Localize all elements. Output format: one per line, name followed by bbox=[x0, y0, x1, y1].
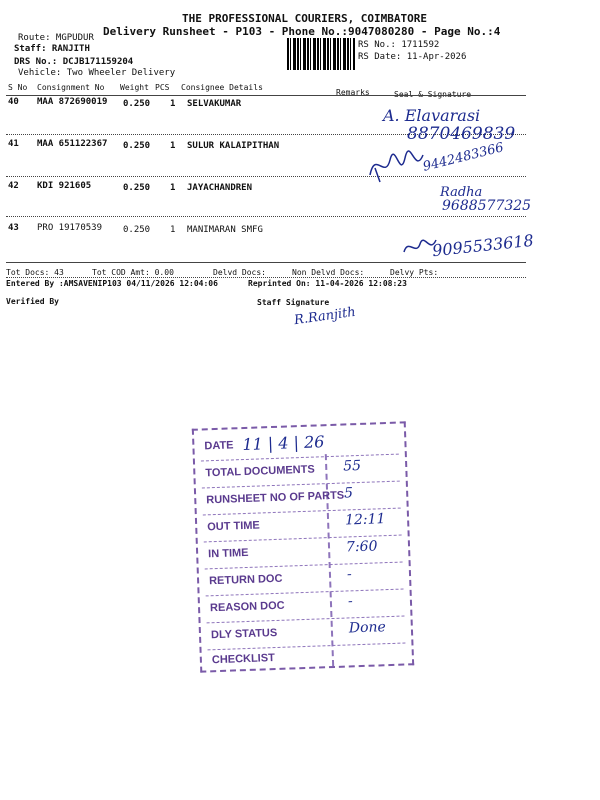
row-sno: 40 bbox=[8, 97, 19, 107]
stamp-row-value: 12:11 bbox=[344, 511, 386, 529]
row-consignee: JAYACHANDREN bbox=[187, 183, 253, 193]
handwritten-phone: 9688577325 bbox=[442, 198, 532, 214]
stamp-row-label: CHECKLIST bbox=[211, 652, 276, 667]
stamp-row-label: TOTAL DOCUMENTS bbox=[205, 463, 315, 480]
col-signature: Seal & Signature bbox=[394, 90, 472, 99]
rs-date: RS Date: 11-Apr-2026 bbox=[358, 52, 467, 62]
header-rule bbox=[6, 95, 526, 96]
row-weight: 0.250 bbox=[123, 225, 151, 235]
stamp-row-label: IN TIME bbox=[207, 546, 249, 561]
totals-rule bbox=[6, 277, 526, 278]
total-cod: Tot COD Amt: 0.00 bbox=[92, 268, 174, 277]
row-divider bbox=[6, 216, 526, 217]
route: Route: MGPUDUR bbox=[18, 33, 94, 43]
drs-number: DRS No.: DCJB171159204 bbox=[14, 57, 134, 67]
handwritten-name: A. Elavarasi bbox=[383, 106, 481, 125]
vehicle: Vehicle: Two Wheeler Delivery bbox=[18, 68, 176, 78]
row-sno: 41 bbox=[8, 139, 19, 149]
stamp-row-label: RETURN DOC bbox=[208, 572, 283, 588]
delivery-points: Delvy Pts: bbox=[390, 268, 439, 277]
delivered-docs: Delvd Docs: bbox=[213, 268, 266, 277]
handwritten-phone: 9442483366 bbox=[421, 140, 506, 175]
entered-by: Entered By :AMSAVENIP103 04/11/2026 12:04:06 bbox=[6, 279, 218, 288]
stamp-row-value: 5 bbox=[343, 485, 354, 502]
row-pcs: 1 bbox=[170, 99, 176, 109]
row-weight: 0.250 bbox=[123, 99, 151, 109]
stamp-row-label: REASON DOC bbox=[209, 599, 285, 615]
rs-number: RS No.: 1711592 bbox=[358, 40, 440, 50]
stamp-date-label: DATE bbox=[204, 439, 234, 453]
row-consignee: SELVAKUMAR bbox=[187, 99, 242, 109]
stamp-row bbox=[207, 641, 406, 674]
row-consignee: SULUR KALAIPITHAN bbox=[187, 141, 280, 151]
row-divider bbox=[6, 176, 526, 177]
total-docs: Tot Docs: 43 bbox=[6, 268, 64, 277]
row-consignment: MAA 872690019 bbox=[37, 97, 108, 107]
staff-signature-hand: R.Ranjith bbox=[293, 304, 357, 329]
barcode bbox=[287, 38, 355, 70]
row-pcs: 1 bbox=[170, 225, 176, 235]
stamp-row-value: Done bbox=[348, 619, 387, 637]
office-stamp bbox=[192, 421, 414, 672]
handwritten-name: Radha bbox=[440, 185, 483, 200]
row-pcs: 1 bbox=[170, 183, 176, 193]
row-consignment: PRO 19170539 bbox=[37, 223, 103, 233]
table-bottom-rule bbox=[6, 262, 526, 263]
col-weight: Weight bbox=[120, 83, 149, 92]
staff: Staff: RANJITH bbox=[14, 44, 90, 54]
row-sno: 43 bbox=[8, 223, 19, 233]
stamp-row-label: RUNSHEET NO OF PARTS bbox=[206, 489, 345, 507]
row-consignment: KDI 921605 bbox=[37, 181, 92, 191]
stamp-row-value: - bbox=[346, 566, 352, 583]
reprinted-on: Reprinted On: 11-04-2026 12:08:23 bbox=[248, 279, 407, 288]
company-title: THE PROFESSIONAL COURIERS, COIMBATORE bbox=[182, 12, 428, 25]
stamp-row-value: 55 bbox=[342, 457, 362, 475]
stamp-row-value: 7:60 bbox=[345, 538, 378, 556]
stamp-row-value: - bbox=[347, 593, 353, 610]
row-pcs: 1 bbox=[170, 141, 176, 151]
row-sno: 42 bbox=[8, 181, 19, 191]
row-weight: 0.250 bbox=[123, 183, 151, 193]
handwritten-phone: 8870469839 bbox=[407, 124, 516, 144]
handwritten-phone: 9095533618 bbox=[431, 230, 535, 261]
col-remarks: Remarks bbox=[336, 88, 370, 97]
col-pcs: PCS bbox=[155, 83, 170, 92]
runsheet-title: Delivery Runsheet - P103 - Phone No.:9047080280 - Page No.:4 bbox=[103, 25, 501, 38]
col-consignment: Consignment No bbox=[37, 83, 105, 92]
row-consignee: MANIMARAN SMFG bbox=[187, 225, 263, 235]
stamp-row-label: DLY STATUS bbox=[210, 626, 278, 642]
non-delivered-docs: Non Delvd Docs: bbox=[292, 268, 365, 277]
row-weight: 0.250 bbox=[123, 141, 151, 151]
row-consignment: MAA 651122367 bbox=[37, 139, 108, 149]
col-consignee: Consignee Details bbox=[181, 83, 263, 92]
verified-by: Verified By bbox=[6, 297, 59, 306]
stamp-date-value: 11 | 4 | 26 bbox=[242, 432, 325, 455]
stamp-row-label: OUT TIME bbox=[207, 519, 260, 534]
col-sno: S No bbox=[8, 83, 28, 92]
staff-signature-label: Staff Signature bbox=[257, 298, 330, 307]
